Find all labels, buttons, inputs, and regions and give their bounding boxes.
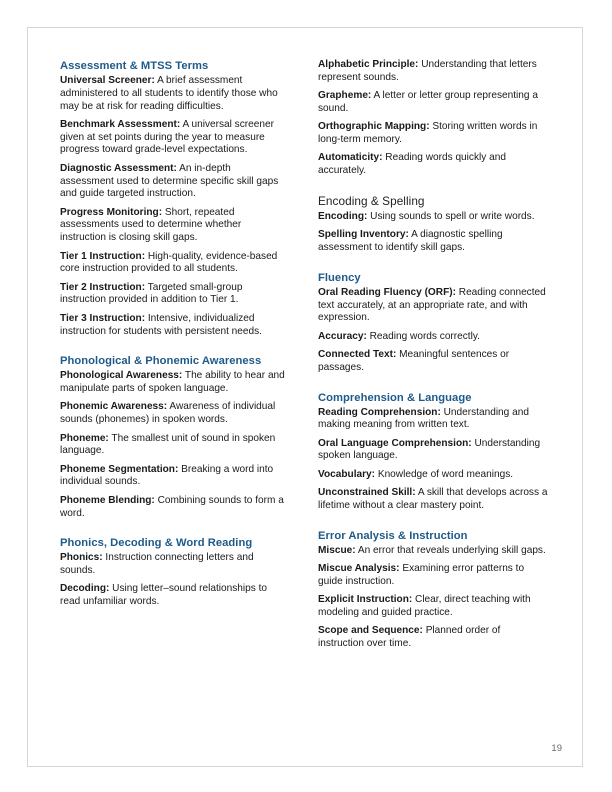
glossary-term: Tier 3 Instruction: bbox=[60, 312, 146, 324]
glossary-term: Phoneme Blending: bbox=[60, 494, 155, 506]
glossary-definition: A diagnostic spelling assessment to identify skill gaps. bbox=[318, 229, 503, 253]
glossary-entry-tier-3-instruction bbox=[60, 313, 286, 339]
glossary-definition: Breaking a word into individual sounds. bbox=[60, 463, 274, 488]
glossary-definition: Targeted small-group instruction provided in addition to Tier 1. bbox=[60, 281, 243, 306]
section-heading: Error Analysis & Instruction bbox=[318, 529, 468, 542]
glossary-entry-spelling-inventory bbox=[318, 229, 548, 255]
section-heading: Fluency bbox=[318, 271, 361, 284]
glossary-entry-vocabulary bbox=[318, 469, 548, 482]
glossary-definition: A universal screener given at set points during the year to measure progress toward grade-level expectations. bbox=[60, 118, 274, 156]
glossary-entry-phoneme-blending bbox=[60, 495, 286, 521]
glossary-definition: Understanding and making meaning from written text. bbox=[318, 406, 529, 431]
page-number: 19 bbox=[551, 743, 562, 754]
glossary-definition: High-quality, evidence-based core instruction provided to all students. bbox=[60, 250, 278, 275]
glossary-definition: An error that reveals underlying skill gaps. bbox=[355, 544, 546, 556]
glossary-definition: Planned order of instruction over time. bbox=[318, 625, 501, 649]
glossary-entry-automaticity bbox=[318, 152, 548, 178]
glossary-section bbox=[318, 194, 548, 255]
glossary-entry-phonemic-awareness bbox=[60, 401, 286, 427]
glossary-term: Oral Reading Fluency (ORF): bbox=[318, 286, 456, 298]
glossary-definition: An in-depth assessment used to determine specific skill gaps and guide targeted instruction. bbox=[60, 162, 279, 200]
left-column bbox=[60, 59, 286, 625]
glossary-entry-grapheme bbox=[318, 90, 548, 116]
glossary-definition: Clear, direct teaching with modeling and guided practice. bbox=[318, 594, 531, 618]
glossary-entry-phoneme bbox=[60, 433, 286, 459]
glossary-term: Alphabetic Principle: bbox=[318, 59, 419, 70]
glossary-section bbox=[318, 391, 548, 513]
glossary-section bbox=[318, 529, 548, 651]
glossary-term: Grapheme: bbox=[318, 90, 372, 102]
glossary-entry-reading-comprehension bbox=[318, 407, 548, 433]
glossary-term: Phonics: bbox=[60, 552, 103, 564]
glossary-term: Diagnostic Assessment: bbox=[60, 162, 177, 174]
right-column bbox=[318, 59, 548, 667]
glossary-definition: Reading words quickly and accurately. bbox=[318, 152, 506, 177]
glossary-definition: Reading connected text accurately, at an appropriate rate, and with expression. bbox=[318, 286, 546, 324]
glossary-term: Oral Language Comprehension: bbox=[318, 437, 472, 449]
glossary-definition: Understanding spoken language. bbox=[318, 437, 541, 462]
glossary-term: Unconstrained Skill: bbox=[318, 487, 416, 499]
glossary-term: Tier 2 Instruction: bbox=[60, 281, 146, 293]
glossary-entry-oral-language-comprehension bbox=[318, 438, 548, 464]
glossary-section bbox=[318, 271, 548, 375]
glossary-entry-phonics bbox=[60, 552, 286, 578]
glossary-entry-unconstrained-skill bbox=[318, 487, 548, 513]
glossary-entry-encoding bbox=[318, 211, 548, 224]
section-heading: Assessment & MTSS Terms bbox=[60, 60, 209, 72]
glossary-definition: A skill that develops across a lifetime without a clear mastery point. bbox=[318, 487, 548, 511]
section-heading: Phonics, Decoding & Word Reading bbox=[60, 537, 253, 550]
section-heading: Encoding & Spelling bbox=[318, 193, 425, 208]
glossary-entry-diagnostic-assessment bbox=[60, 163, 286, 201]
glossary-definition: Meaningful sentences or passages. bbox=[318, 348, 510, 373]
glossary-entry-orthographic-mapping bbox=[318, 121, 548, 147]
glossary-term: Miscue: bbox=[318, 544, 356, 556]
glossary-entry-oral-reading-fluency-orf bbox=[318, 287, 548, 325]
glossary-section bbox=[318, 59, 548, 178]
glossary-definition: Knowledge of word meanings. bbox=[375, 468, 514, 480]
glossary-term: Phonemic Awareness: bbox=[60, 401, 168, 413]
glossary-entry-phonological-awareness bbox=[60, 370, 286, 396]
section-heading: Phonological & Phonemic Awareness bbox=[60, 355, 262, 368]
glossary-definition: Instruction connecting letters and sounds. bbox=[60, 552, 254, 577]
glossary-term: Spelling Inventory: bbox=[318, 229, 409, 241]
glossary-entry-miscue bbox=[318, 545, 548, 558]
glossary-term: Accuracy: bbox=[318, 330, 367, 342]
glossary-term: Benchmark Assessment: bbox=[60, 118, 181, 130]
glossary-entry-accuracy bbox=[318, 331, 548, 344]
glossary-definition: Reading words correctly. bbox=[366, 330, 480, 342]
glossary-definition: The smallest unit of sound in spoken language. bbox=[60, 432, 276, 457]
glossary-term: Phoneme Segmentation: bbox=[60, 463, 179, 475]
glossary-definition: The ability to hear and manipulate parts of spoken language. bbox=[60, 370, 285, 395]
glossary-entry-connected-text bbox=[318, 349, 548, 375]
glossary-term: Reading Comprehension: bbox=[318, 406, 441, 418]
glossary-entry-scope-and-sequence bbox=[318, 625, 548, 651]
glossary-entry-tier-1-instruction bbox=[60, 251, 286, 277]
glossary-definition: A brief assessment administered to all students to identify those who may be at risk for reading difficulties. bbox=[60, 75, 278, 112]
section-heading: Comprehension & Language bbox=[318, 391, 472, 404]
glossary-term: Universal Screener: bbox=[60, 75, 155, 86]
glossary-term: Progress Monitoring: bbox=[60, 206, 163, 218]
glossary-entry-phoneme-segmentation bbox=[60, 464, 286, 490]
glossary-definition: Using letter–sound relationships to read unfamiliar words. bbox=[60, 583, 268, 608]
glossary-definition: A letter or letter group representing a sound. bbox=[318, 90, 538, 114]
glossary-entry-miscue-analysis bbox=[318, 563, 548, 589]
glossary-definition: Combining sounds to form a word. bbox=[60, 494, 284, 519]
glossary-term: Miscue Analysis: bbox=[318, 562, 400, 574]
glossary-definition: Intensive, individualized instruction for students with persistent needs. bbox=[60, 312, 262, 337]
glossary-section bbox=[60, 354, 286, 520]
glossary-definition: Short, repeated assessments used to determine whether instruction is closing skill gaps. bbox=[60, 206, 242, 244]
glossary-definition: Using sounds to spell or write words. bbox=[367, 210, 535, 222]
glossary-term: Encoding: bbox=[318, 210, 368, 222]
glossary-definition: Storing written words in long-term memory. bbox=[318, 121, 538, 145]
glossary-term: Connected Text: bbox=[318, 348, 397, 360]
glossary-term: Vocabulary: bbox=[318, 468, 376, 480]
glossary-entry-benchmark-assessment bbox=[60, 119, 286, 157]
glossary-term: Scope and Sequence: bbox=[318, 625, 423, 637]
glossary-definition: Understanding that letters represent sounds. bbox=[318, 59, 537, 83]
glossary-term: Explicit Instruction: bbox=[318, 594, 413, 606]
glossary-term: Phonological Awareness: bbox=[60, 370, 183, 382]
glossary-term: Phoneme: bbox=[60, 432, 109, 444]
glossary-definition: Examining error patterns to guide instruction. bbox=[318, 562, 525, 587]
glossary-term: Decoding: bbox=[60, 583, 110, 595]
glossary-entry-alphabetic-principle bbox=[318, 59, 548, 85]
glossary-definition: Awareness of individual sounds (phonemes) in spoken words. bbox=[60, 401, 276, 426]
glossary-entry-universal-screener bbox=[60, 75, 286, 113]
glossary-entry-progress-monitoring bbox=[60, 207, 286, 245]
glossary-entry-explicit-instruction bbox=[318, 594, 548, 620]
glossary-entry-tier-2-instruction bbox=[60, 282, 286, 308]
glossary-term: Automaticity: bbox=[318, 152, 383, 164]
glossary-section bbox=[60, 536, 286, 609]
glossary-term: Orthographic Mapping: bbox=[318, 121, 430, 133]
glossary-entry-decoding bbox=[60, 583, 286, 609]
glossary-term: Tier 1 Instruction: bbox=[60, 250, 146, 262]
glossary-section bbox=[60, 59, 286, 338]
